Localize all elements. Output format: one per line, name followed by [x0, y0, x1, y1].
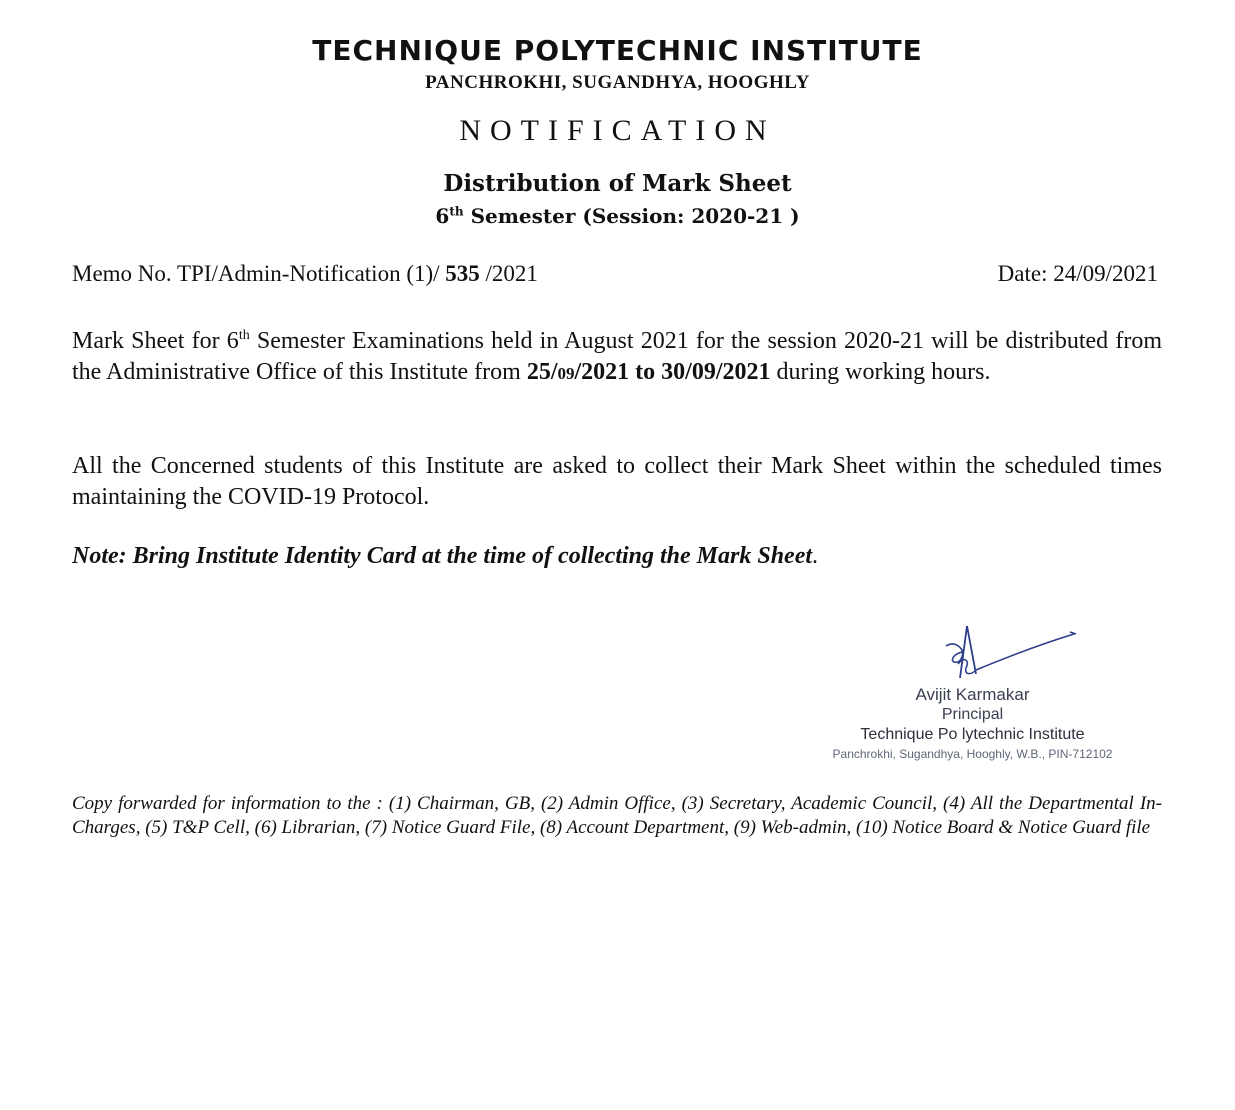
distribution-dates: 25/09/2021 to 30/09/2021: [526, 359, 771, 385]
session-value: 2020-21: [691, 204, 784, 228]
signatory-title: Principal: [941, 706, 1004, 723]
document-title: Distribution of Mark Sheet: [443, 170, 792, 197]
semester-ordinal: th: [449, 204, 464, 219]
signatory-address: Panchrokhi, Sugandhya, Hooghly, W.B., PIN-712102: [832, 747, 1113, 761]
memo-serial: 535: [445, 261, 480, 286]
institute-name: TECHNIQUE POLYTECHNIC INSTITUTE: [312, 34, 923, 67]
paragraph-instructions: All the Concerned students of this Institute are asked to collect their Mark Sheet within the scheduled times maintaining the COVID-19 Protocol.: [72, 453, 1162, 510]
signatory-institute: Technique Po lytechnic Institute: [860, 726, 1085, 743]
paragraph-distribution: Mark Sheet for 6th Semester Examinations held in August 2021 for the session 2020-21 will be distributed from the Administrative Office of this Institute from 25/09/2021 to 30/09/2021 during working hours.: [72, 328, 1162, 385]
memo-row: [72, 261, 1158, 287]
signature-block: [830, 615, 1115, 765]
document-subtitle: [0, 204, 1235, 228]
copy-forwarded-list: Copy forwarded for information to the : (1) Chairman, GB, (2) Admin Office, (3) Secretary, Academic Council, (4) All the Departmental In-Charges, (5) T&P Cell, (6) Librarian, (7) Notice Guard File, (8) Account Department, (9) Web-admin, (10) Notice Board & Notice Guard file: [72, 793, 1162, 838]
notification-heading: NOTIFICATION: [459, 114, 776, 147]
memo-date: Date: 24/09/2021: [997, 261, 1158, 286]
memo-number: Memo No. TPI/Admin-Notification (1)/ 535 /2021: [72, 261, 538, 286]
note-text: Note: Bring Institute Identity Card at the time of collecting the Mark Sheet.: [72, 543, 819, 569]
institute-address: PANCHROKHI, SUGANDHYA, HOOGHLY: [425, 72, 810, 93]
subtitle-text: Semester (Session:: [463, 204, 692, 228]
signature-scribble: [940, 620, 1080, 685]
semester-number: 6: [435, 204, 450, 228]
signatory-name: Avijit Karmakar: [915, 685, 1030, 704]
subtitle-close: ): [783, 204, 800, 228]
